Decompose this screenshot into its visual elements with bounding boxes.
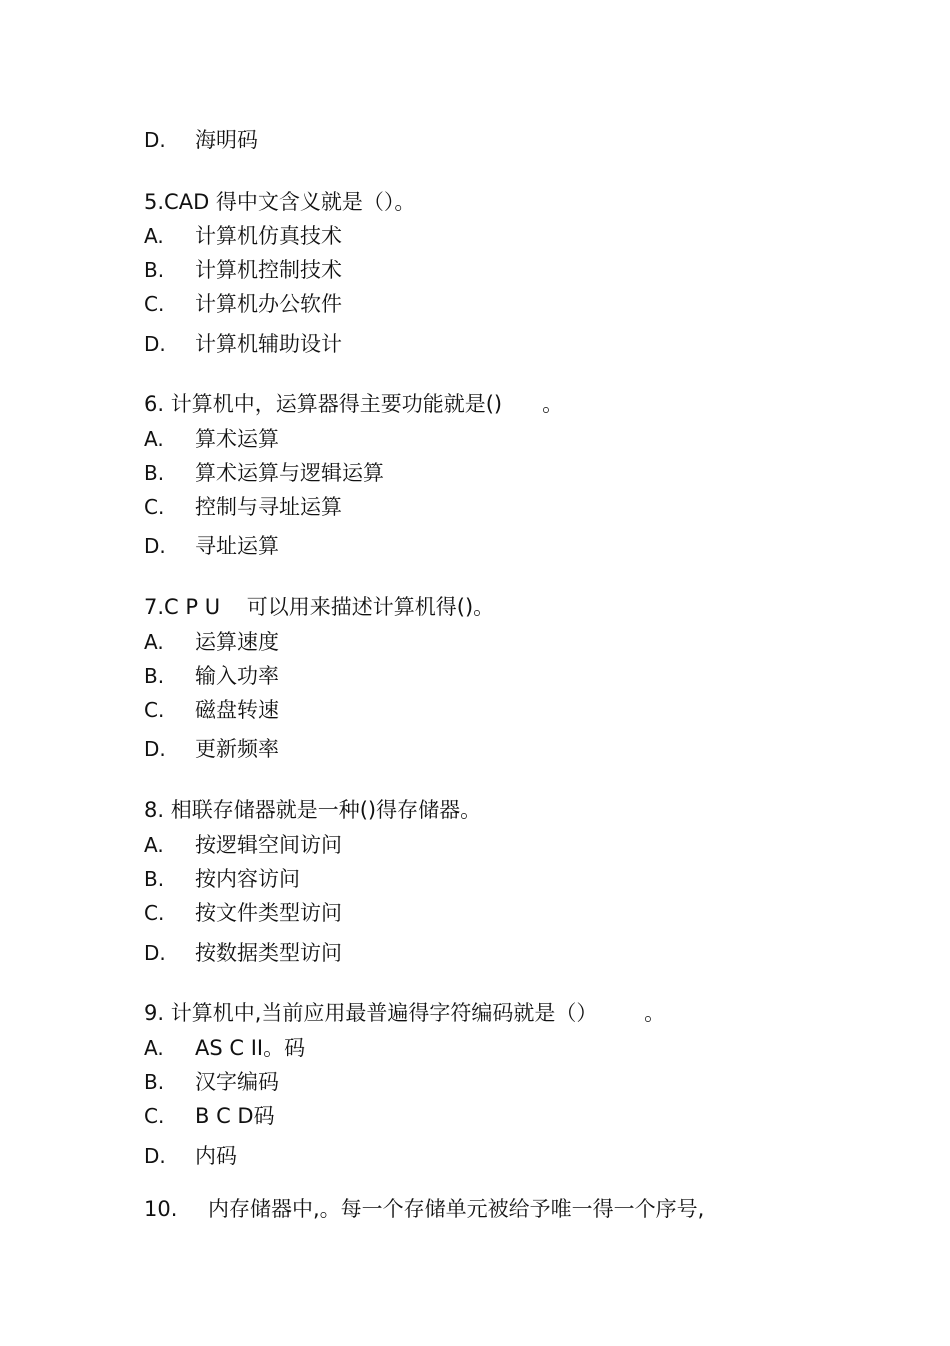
option-letter: A. — [144, 833, 164, 857]
question-text: 9. 计算机中,当前应用最普遍得字符编码就是（） 。 — [144, 1001, 666, 1025]
option-text: 输入功率 — [195, 664, 279, 688]
option-text: B C D码 — [195, 1104, 275, 1128]
option-text: 寻址运算 — [195, 534, 279, 558]
option-letter: B. — [144, 461, 165, 485]
option-letter: B. — [144, 867, 165, 891]
option-text: 计算机办公软件 — [195, 292, 342, 316]
option-text: 按逻辑空间访问 — [195, 833, 342, 857]
option-letter: A. — [144, 1036, 164, 1060]
option-letter: D. — [144, 534, 166, 558]
option-letter: D. — [144, 1144, 166, 1168]
option-text: 磁盘转速 — [195, 698, 279, 722]
option-text: 汉字编码 — [195, 1070, 279, 1094]
question-number: 10. — [144, 1197, 178, 1221]
option-text: 计算机仿真技术 — [195, 224, 342, 248]
option-letter: D. — [144, 332, 166, 356]
option-letter: D. — [144, 737, 166, 761]
option-text: 计算机控制技术 — [195, 258, 342, 282]
question-text: 7.C P U 可以用来描述计算机得()。 — [144, 595, 495, 619]
question-text: 6. 计算机中，运算器得主要功能就是() 。 — [144, 392, 564, 416]
option-text: 运算速度 — [195, 630, 279, 654]
option-text: AS C II。码 — [195, 1036, 306, 1060]
option-letter: D. — [144, 128, 166, 152]
option-text: 控制与寻址运算 — [195, 495, 342, 519]
option-letter: C. — [144, 1104, 165, 1128]
option-letter: A. — [144, 224, 164, 248]
option-letter: B. — [144, 1070, 165, 1094]
option-text: 按数据类型访问 — [195, 941, 342, 965]
question-text: 内存储器中,。每一个存储单元被给予唯一得一个序号, — [208, 1197, 705, 1221]
option-letter: C. — [144, 901, 165, 925]
option-text: 算术运算与逻辑运算 — [195, 461, 384, 485]
question-text: 8. 相联存储器就是一种()得存储器。 — [144, 798, 482, 822]
option-letter: C. — [144, 698, 165, 722]
option-letter: C. — [144, 495, 165, 519]
option-letter: A. — [144, 630, 164, 654]
option-text: 按文件类型访问 — [195, 901, 342, 925]
option-letter: B. — [144, 258, 165, 282]
option-text: 按内容访问 — [195, 867, 300, 891]
option-text: 海明码 — [195, 128, 258, 152]
option-text: 内码 — [195, 1144, 237, 1168]
option-letter: D. — [144, 941, 166, 965]
option-text: 算术运算 — [195, 427, 279, 451]
option-letter: C. — [144, 292, 165, 316]
option-text: 计算机辅助设计 — [195, 332, 342, 356]
option-text: 更新频率 — [195, 737, 279, 761]
question-text: 5.CAD 得中文含义就是（）。 — [144, 190, 416, 214]
option-letter: B. — [144, 664, 165, 688]
option-letter: A. — [144, 427, 164, 451]
